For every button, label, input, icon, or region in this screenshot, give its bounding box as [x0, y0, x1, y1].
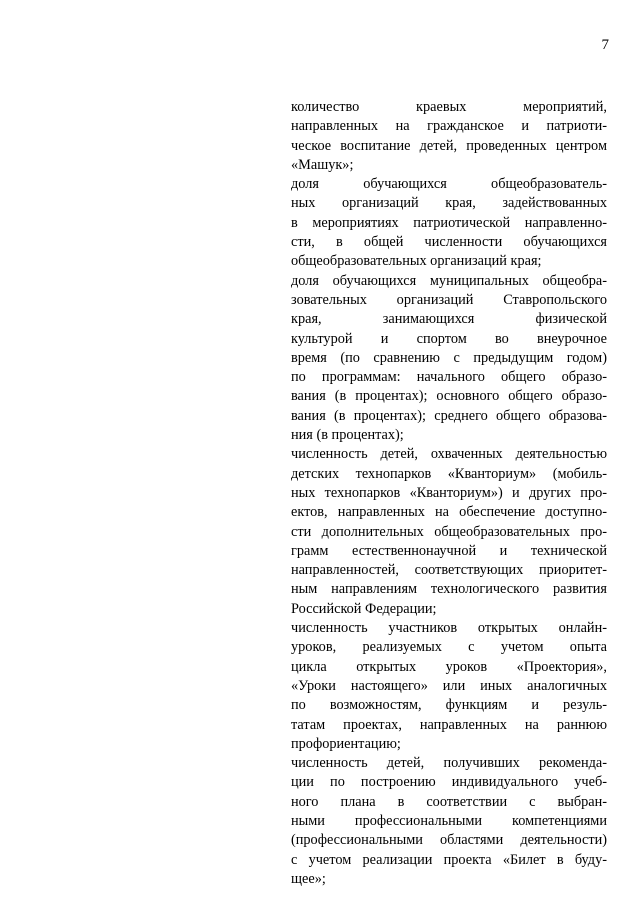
text-line: с учетом реализации проекта «Билет в буду-: [291, 851, 607, 868]
text-line: направленных на гражданское и патриоти-: [291, 118, 607, 135]
text-line: ектов, направленных на обеспечение доступно-: [291, 504, 607, 521]
text-line: грамм естественнонаучной и технической: [291, 542, 607, 559]
paragraph-quantorium: [291, 445, 607, 619]
document-body: [291, 98, 607, 889]
paragraph-regional-events: [291, 98, 607, 175]
text-line: культурой и спортом во внеурочное: [291, 330, 607, 347]
text-line: численность детей, охваченных деятельностью: [291, 446, 607, 463]
text-line: ных организаций края, задействованных: [291, 195, 607, 212]
text-line: ными профессиональными компетенциями: [291, 812, 607, 829]
text-line: по программам: начального общего образо-: [291, 369, 607, 386]
text-line: время (по сравнению с предыдущим годом): [291, 349, 607, 366]
page-number: 7: [601, 37, 609, 53]
text-line: вания (в процентах); основного общего образо-: [291, 388, 607, 405]
text-line: вания (в процентах); среднего общего образова-: [291, 407, 607, 424]
paragraph-online-lessons: [291, 619, 607, 754]
text-line: доля обучающихся общеобразователь-: [291, 176, 607, 193]
text-line: профориентацию;: [291, 735, 401, 752]
text-line: общеобразовательных организаций края;: [291, 253, 542, 270]
text-line: ных технопарков «Кванториум») и других про-: [291, 484, 607, 501]
text-line: «Уроки настоящего» или иных аналогичных: [291, 677, 607, 694]
text-line: ного плана в соответствии с выбран-: [291, 793, 607, 810]
text-line: (профессиональными областями деятельности): [291, 832, 607, 849]
text-line: ным направлениям технологического развития: [291, 581, 607, 598]
paragraph-patriotic-share: [291, 175, 607, 271]
text-line: Российской Федерации;: [291, 600, 437, 617]
text-line: ческое воспитание детей, проведенных центром: [291, 137, 607, 154]
text-line: ния (в процентах);: [291, 427, 404, 444]
text-line: сти дополнительных общеобразовательных про-: [291, 523, 607, 540]
text-line: в мероприятиях патриотической направленно-: [291, 214, 607, 231]
paragraph-ticket-to-future: [291, 754, 607, 889]
text-line: цикла открытых уроков «Проектория»,: [291, 658, 607, 675]
text-line: численность детей, получивших рекоменда-: [291, 755, 607, 772]
text-line: детских технопарков «Кванториум» (мобиль-: [291, 465, 607, 482]
text-line: ции по построению индивидуального учеб-: [291, 774, 607, 791]
text-line: сти, в общей численности обучающихся: [291, 234, 607, 251]
text-line: доля обучающихся муниципальных общеобра-: [291, 272, 607, 289]
text-line: татам проектах, направленных на раннюю: [291, 716, 607, 733]
text-line: численность участников открытых онлайн-: [291, 620, 607, 637]
text-line: направленностей, соответствующих приоритет-: [291, 562, 607, 579]
text-line: уроков, реализуемых с учетом опыта: [291, 639, 607, 656]
text-line: зовательных организаций Ставропольского: [291, 291, 607, 308]
text-line: «Машук»;: [291, 156, 354, 173]
text-line: щее»;: [291, 870, 326, 887]
text-line: количество краевых мероприятий,: [291, 99, 607, 115]
paragraph-sports-share: [291, 272, 607, 446]
text-line: края, занимающихся физической: [291, 311, 607, 328]
text-line: по возможностям, функциям и резуль-: [291, 697, 607, 714]
